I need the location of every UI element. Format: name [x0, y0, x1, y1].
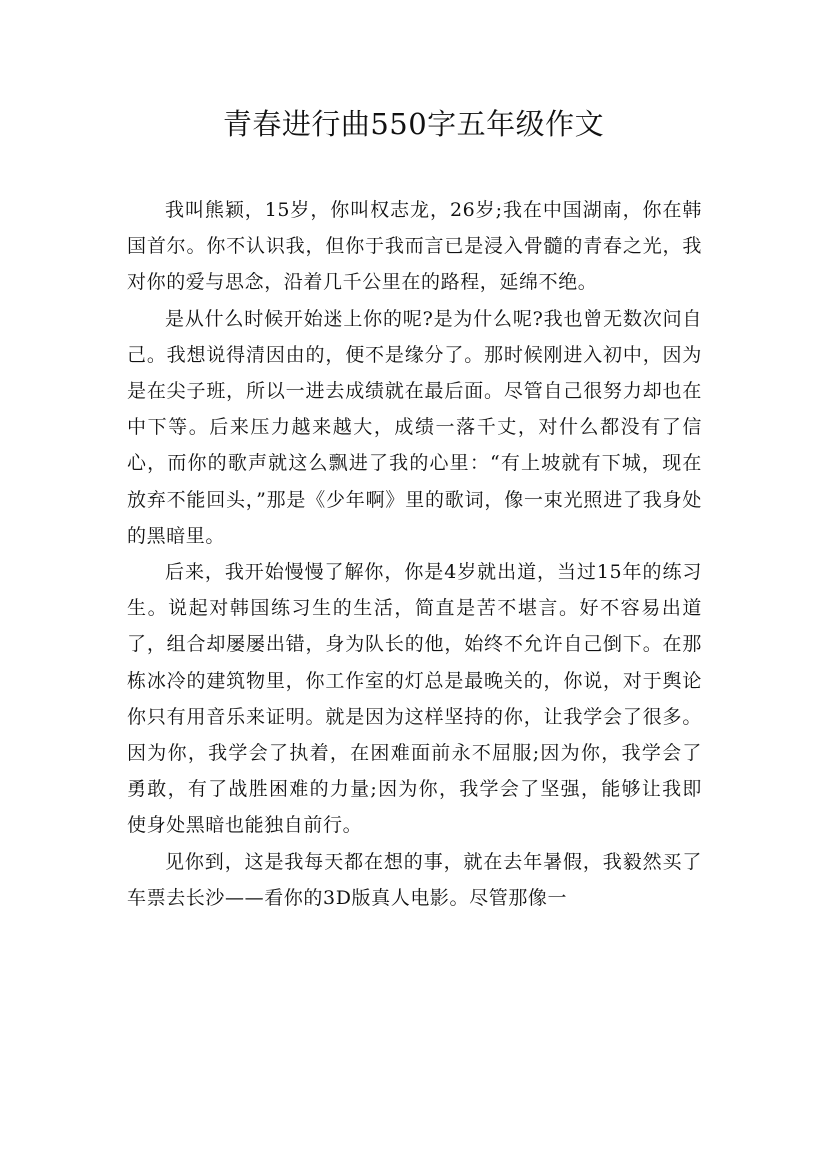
essay-body — [127, 192, 702, 916]
paragraph-1: 我叫熊颖，15岁，你叫权志龙，26岁;我在中国湖南，你在韩国首尔。你不认识我，但你于我而言已是浸入骨髓的青春之光，我对你的爱与思念，沿着几千公里在的路程，延绵不绝。 — [127, 199, 702, 294]
page-title: 青春进行曲550字五年级作文 — [222, 107, 605, 141]
paragraph-3: 后来，我开始慢慢了解你，你是4岁就出道，当过15年的练习生。说起对韩国练习生的生活，简直是苦不堪言。好不容易出道了，组合却屡屡出错，身为队长的他，始终不允许自己倒下。在那栋冰冷的建筑物里，你工作室的灯总是最晚关的，你说，对于舆论你只有用音乐来证明。就是因为这样坚持的你，让我学会了很多。因为你，我学会了执着，在困难面前永不屈服;因为你，我学会了勇敢，有了战胜困难的力量;因为你，我学会了坚强，能够让我即使身处黑暗也能独自前行。 — [127, 561, 702, 837]
paragraph-2: 是从什么时候开始迷上你的呢?是为什么呢?我也曾无数次问自己。我想说得清因由的，便不是缘分了。那时候刚进入初中，因为是在尖子班，所以一进去成绩就在最后面。尽管自己很努力却也在中下等。后来压力越来越大，成绩一落千丈，对什么都没有了信心，而你的歌声就这么飘进了我的心里：“有上坡就有下城，现在放弃不能回头，”那是《少年啊》里的歌词，像一束光照进了我身处的黑暗里。 — [127, 307, 702, 547]
paragraph-4: 见你到，这是我每天都在想的事，就在去年暑假，我毅然买了车票去长沙——看你的3D版真人电影。尽管那像一 — [127, 850, 702, 909]
